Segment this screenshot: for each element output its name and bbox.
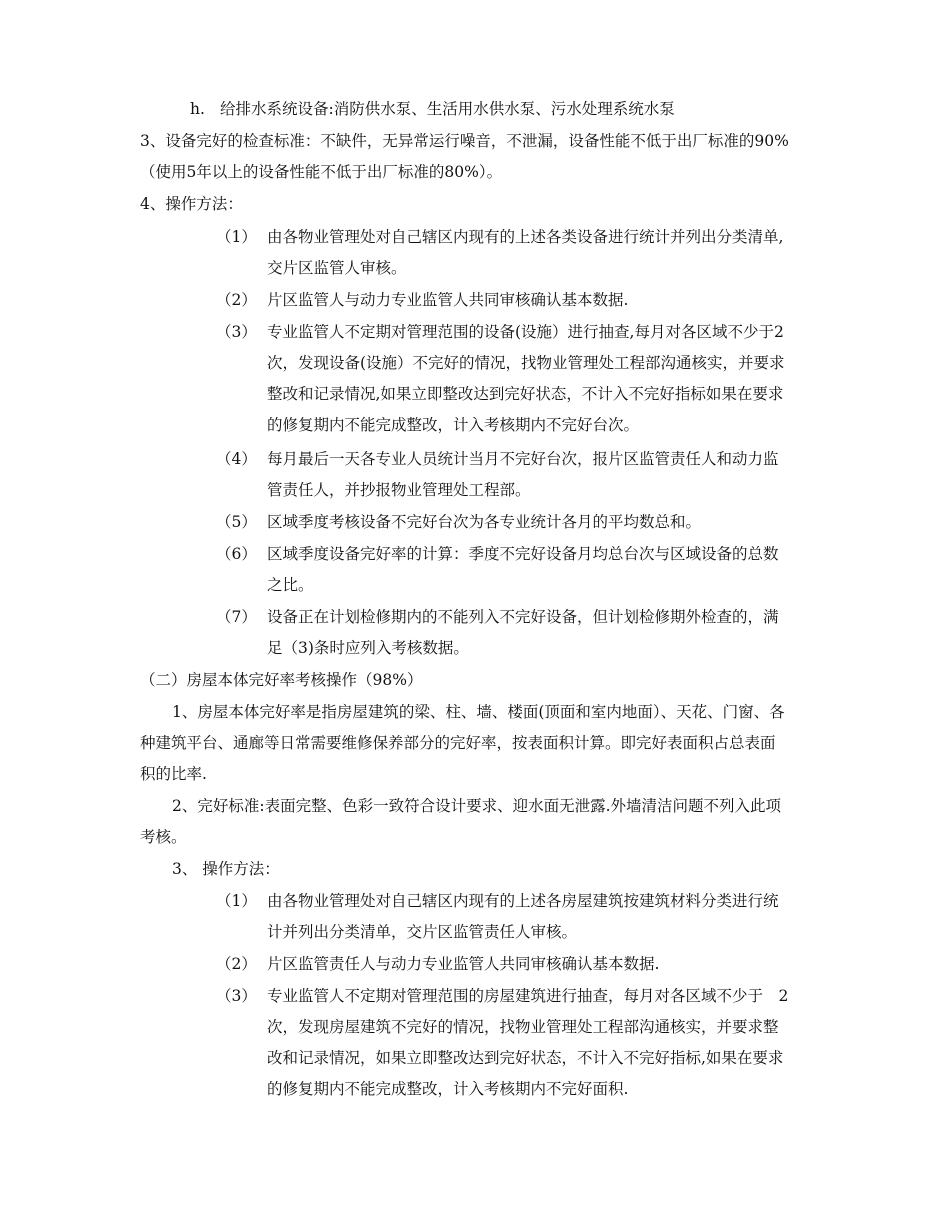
step-text: 改和记录情况，如果立即整改达到完好状态，不计入不完好指标,如果在要求	[267, 1049, 784, 1067]
step-number: （6）	[216, 545, 257, 563]
item3-line2: （使用5年以上的设备性能不低于出厂标准的80%）。	[140, 163, 503, 181]
step-text: 计并列出分类清单，交片区监管责任人审核。	[267, 923, 578, 941]
step-text: 由各物业管理处对自己辖区内现有的上述各房屋建筑按建筑材料分类进行统	[267, 892, 779, 910]
step-text: 足（3)条时应列入考核数据。	[267, 639, 469, 657]
s2-item1-line2: 种建筑平台、通廊等日常需要维修保养部分的完好率，按表面积计算。即完好表面积占总表面	[140, 734, 776, 752]
step-number: （2）	[216, 291, 257, 309]
step-text: 次，发现房屋建筑不完好的情况，找物业管理处工程部沟通核实，并要求整	[267, 1018, 779, 1036]
step-text: 片区监管人与动力专业监管人共同审核确认基本数据.	[267, 291, 629, 309]
step-number: （1）	[216, 892, 257, 910]
step-text: 专业监管人不定期对管理范围的设备(设施）进行抽查,每月对各区域不少于2	[267, 323, 784, 341]
s2-item2-line2: 考核。	[140, 828, 187, 846]
step-text: 次，发现设备(设施）不完好的情况，找物业管理处工程部沟通核实，并要求	[267, 354, 785, 372]
step-text: 专业监管人不定期对管理范围的房屋建筑进行抽查，每月对各区域不少于 2	[267, 987, 789, 1005]
s2-item2-line1: 2、完好标准:表面完整、色彩一致符合设计要求、迎水面无泄露.外墙清洁问题不列入此项	[172, 797, 782, 815]
step-number: （5）	[216, 513, 257, 531]
step-text: 设备正在计划检修期内的不能列入不完好设备，但计划检修期外检查的，满	[267, 608, 779, 626]
s2-item1-line1: 1、房屋本体完好率是指房屋建筑的梁、柱、墙、楼面(顶面和室内地面）、天花、门窗、各	[172, 703, 785, 721]
step-text: 的修复期内不能完成整改，计入考核期内不完好台次。	[267, 416, 640, 434]
step-text: 由各物业管理处对自己辖区内现有的上述各类设备进行统计并列出分类清单,	[267, 228, 784, 246]
step-text: 区域季度设备完好率的计算：季度不完好设备月均总台次与区域设备的总数	[267, 545, 779, 563]
step-number: （7）	[216, 608, 257, 626]
step-number: （2）	[216, 955, 257, 973]
step-text: 每月最后一天各专业人员统计当月不完好台次，报片区监管责任人和动力监	[267, 450, 779, 468]
list-marker-h: h.	[190, 100, 205, 118]
s2-item1-line3: 积的比率.	[140, 765, 207, 783]
item4-heading: 4、操作方法：	[140, 195, 243, 213]
step-number: （3）	[216, 323, 257, 341]
step-text: 交片区监管人审核。	[267, 259, 407, 277]
step-number: （3）	[216, 987, 257, 1005]
step-text: 的修复期内不能完成整改，计入考核期内不完好面积.	[267, 1080, 629, 1098]
step-number: （4）	[216, 450, 257, 468]
section2-heading: （二）房屋本体完好率考核操作（98%）	[140, 671, 423, 689]
step-text: 区域季度考核设备不完好台次为各专业统计各月的平均数总和。	[267, 513, 702, 531]
section-h-text: 给排水系统设备:消防供水泵、生活用水供水泵、污水处理系统水泵	[220, 100, 675, 118]
s2-item3-heading: 3、 操作方法：	[172, 860, 280, 878]
step-text: 片区监管责任人与动力专业监管人共同审核确认基本数据.	[267, 955, 660, 973]
item3-line1: 3、设备完好的检查标准：不缺件，无异常运行噪音，不泄漏，设备性能不低于出厂标准的90%	[140, 132, 789, 150]
step-text: 整改和记录情况,如果立即整改达到完好状态，不计入不完好指标如果在要求	[267, 385, 784, 403]
step-text: 管责任人，并抄报物业管理处工程部。	[267, 481, 531, 499]
step-number: （1）	[216, 228, 257, 246]
step-text: 之比。	[267, 576, 314, 594]
